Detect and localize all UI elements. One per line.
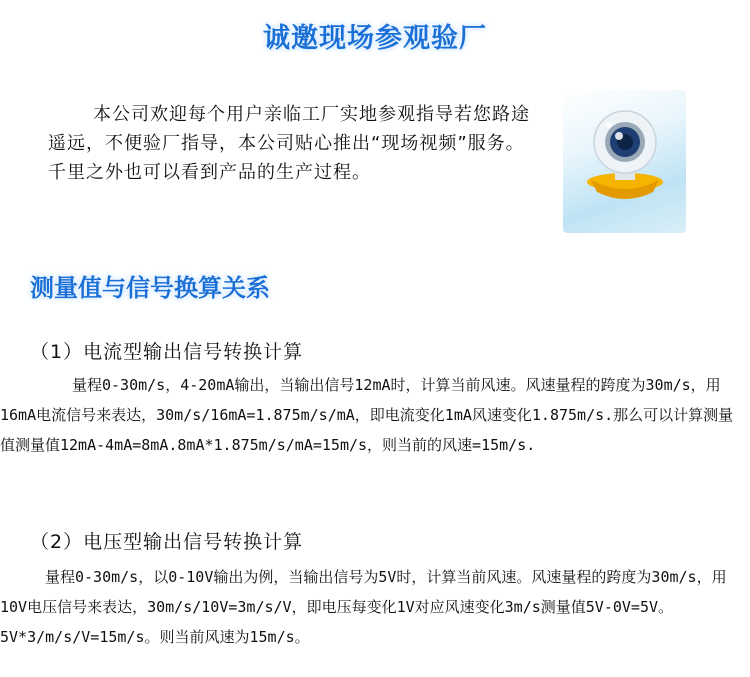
camera-image (563, 90, 686, 233)
webcam-icon (563, 90, 686, 233)
voltage-output-text-block (0, 562, 740, 652)
section-title: 测量值与信号换算关系 (30, 274, 270, 302)
voltage-output-heading: （2）电压型输出信号转换计算 (30, 531, 304, 553)
current-output-text-block (0, 370, 740, 460)
intro-paragraph (48, 100, 538, 187)
voltage-output-text: 量程0-30m/s，以0-10V输出为例，当输出信号为5V时，计算当前风速。风速量程的跨度为30m/s，用10V电压信号来表达，30m/s/10V=3m/s/V，即电压每变化1V对应风速变化3m/s测量值5V-0V=5V。5V*3/m/s/V=15m/s。则当前风速为15m/s。 (0, 568, 727, 646)
current-output-heading: （1）电流型输出信号转换计算 (30, 341, 304, 363)
current-output-text: 量程0-30m/s，4-20mA输出，当输出信号12mA时，计算当前风速。风速量程的跨度为30m/s，用16mA电流信号来表达，30m/s/16mA=1.875m/s/mA，即电流变化1mA风速变化1.875m/s.那么可以计算测量值测量值12mA-4mA=8mA.8mA*1.875m/s/mA=15m/s，则当前的风速=15m/s. (0, 376, 734, 454)
intro-text: 本公司欢迎每个用户亲临工厂实地参观指导若您路途遥远，不便验厂指导，本公司贴心推出“现场视频”服务。千里之外也可以看到产品的生产过程。 (48, 104, 530, 183)
page-title: 诚邀现场参观验厂 (263, 23, 487, 54)
